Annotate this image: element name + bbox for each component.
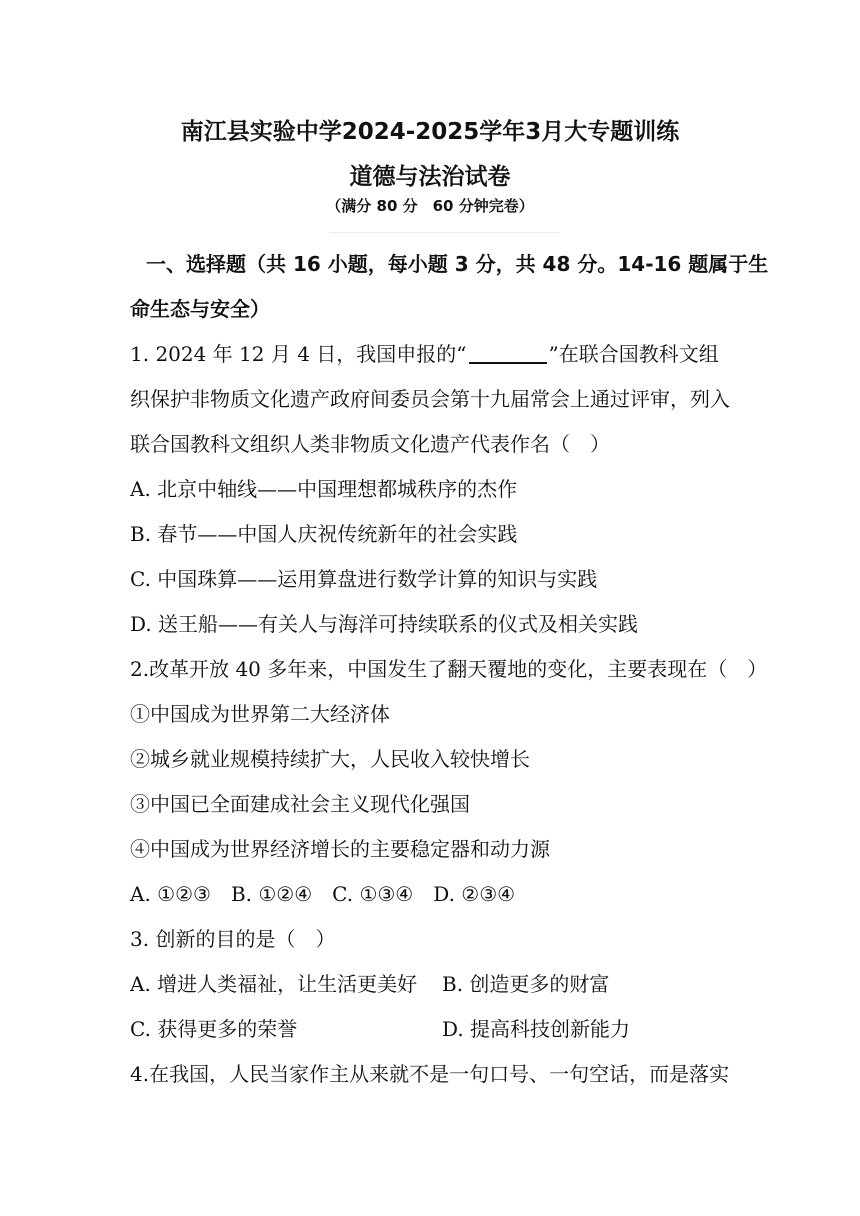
answer-blank bbox=[469, 348, 547, 364]
question-1-stem-line1 bbox=[130, 340, 750, 368]
question-3-stem: 3. 创新的目的是（ ） bbox=[130, 927, 336, 951]
question-3-options-row1 bbox=[130, 970, 750, 998]
question-1-option-a: A. 北京中轴线——中国理想都城秩序的杰作 bbox=[130, 477, 518, 501]
faint-scan-artifact bbox=[330, 232, 560, 236]
question-1-option-c: C. 中国珠算——运用算盘进行数学计算的知识与实践 bbox=[130, 567, 598, 591]
exam-title-subject: 道德与法治试卷 bbox=[349, 164, 511, 190]
exam-title-school: 南江县实验中学2024-2025学年3月大专题训练 bbox=[180, 119, 680, 145]
question-3-option-b: B. 创造更多的财富 bbox=[442, 972, 610, 996]
question-3-option-a: A. 增进人类福祉，让生活更美好 bbox=[130, 972, 418, 996]
question-2-item-1: ①中国成为世界第二大经济体 bbox=[130, 702, 390, 726]
question-4-stem: 4.在我国，人民当家作主从来就不是一句口号、一句空话，而是落实 bbox=[130, 1062, 730, 1086]
question-1-stem-line3: 联合国教科文组织人类非物质文化遗产代表作名（ ） bbox=[130, 432, 610, 456]
question-2-options: A. ①②③ B. ①②④ C. ①③④ D. ②③④ bbox=[130, 882, 516, 906]
question-2-item-3: ③中国已全面建成社会主义现代化强国 bbox=[130, 792, 470, 816]
question-2-item-4: ④中国成为世界经济增长的主要稳定器和动力源 bbox=[130, 837, 550, 861]
section-heading-line1: 一、选择题（共 16 小题，每小题 3 分，共 48 分。14-16 题属于生 bbox=[146, 252, 769, 276]
question-1-option-d: D. 送王船——有关人与海洋可持续联系的仪式及相关实践 bbox=[130, 612, 639, 636]
question-3-option-c: C. 获得更多的荣誉 bbox=[130, 1017, 298, 1041]
question-1-option-b: B. 春节——中国人庆祝传统新年的社会实践 bbox=[130, 522, 518, 546]
question-3-options-row2 bbox=[130, 1015, 750, 1043]
question-1-stem-line2: 织保护非物质文化遗产政府间委员会第十九届常会上通过评审，列入 bbox=[130, 387, 730, 411]
section-heading-line2: 命生态与安全） bbox=[130, 297, 270, 321]
question-1-stem-part-b: ”在联合国教科文组 bbox=[548, 342, 719, 366]
question-2-stem: 2.改革开放 40 多年来，中国发生了翻天覆地的变化，主要表现在（ ） bbox=[130, 657, 768, 681]
question-2-item-2: ②城乡就业规模持续扩大，人民收入较快增长 bbox=[130, 747, 530, 771]
question-1-stem-part-a: 1. 2024 年 12 月 4 日，我国申报的“ bbox=[130, 342, 467, 366]
question-3-option-d: D. 提高科技创新能力 bbox=[442, 1017, 631, 1041]
exam-subtitle: （满分 80 分 60 分钟完卷） bbox=[326, 197, 534, 215]
